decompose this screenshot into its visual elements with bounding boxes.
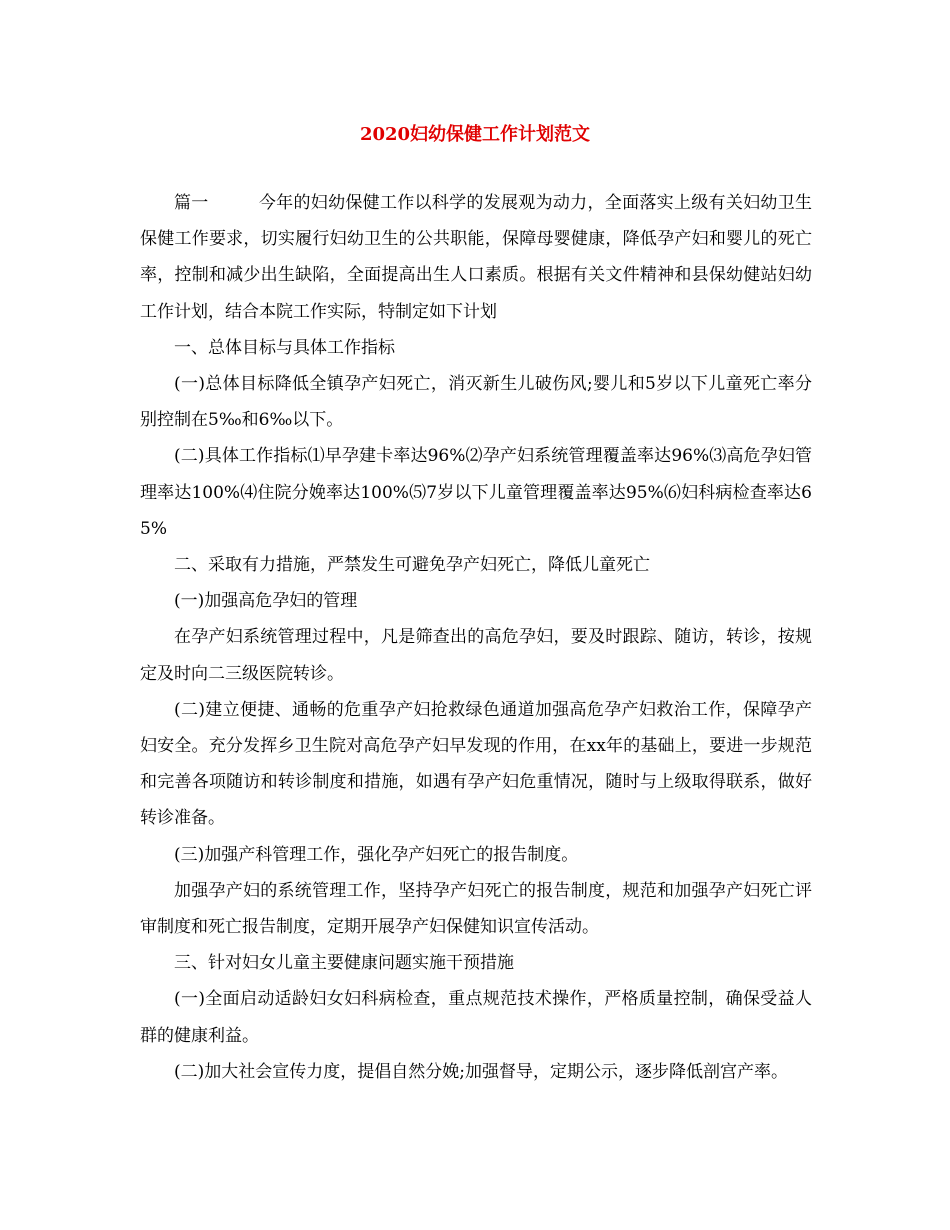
subheading: (三)加强产科管理工作，强化孕产妇死亡的报告制度。 [174, 844, 579, 865]
section-heading-2: 二、采取有力措施，严禁发生可避免孕产妇死亡，降低儿童死亡 [174, 555, 650, 576]
paragraph: (二)具体工作指标⑴早孕建卡率达96%⑵孕产妇系统管理覆盖率达96%⑶高危孕妇管理率达100%⑷住院分娩率达100%⑸7岁以下儿童管理覆盖率达95%⑹妇科病检查率达65% [140, 446, 812, 539]
section-heading-1: 一、总体目标与具体工作指标 [174, 337, 395, 358]
paragraph-text: 今年的妇幼保健工作以科学的发展观为动力，全面落实上级有关妇幼卫生保健工作要求，切实履行妇幼卫生的公共职能，保障母婴健康，降低孕产妇和婴儿的死亡率，控制和减少出生缺陷，全面提高出生人口素质。根据有关文件精神和县保幼健站妇幼工作计划，结合本院工作实际，特制定如下计划 [140, 193, 813, 322]
paragraph: (二)加大社会宣传力度，提倡自然分娩;加强督导，定期公示，逐步降低剖宫产率。 [174, 1061, 788, 1082]
paragraph: 加强孕产妇的系统管理工作，坚持孕产妇死亡的报告制度，规范和加强孕产妇死亡评审制度和死亡报告制度，定期开展孕产妇保健知识宣传活动。 [140, 880, 812, 938]
intro-label: 篇一 [174, 193, 209, 213]
section-heading-3: 三、针对妇女儿童主要健康问题实施干预措施 [174, 953, 514, 974]
paragraph: (一)总体目标降低全镇孕产妇死亡，消灭新生儿破伤风;婴儿和5岁以下儿童死亡率分别控制在5‰和6‰以下。 [140, 374, 812, 431]
paragraph-intro [140, 185, 812, 330]
paragraph: (二)建立便捷、通畅的危重孕产妇抢救绿色通道加强高危孕产妇救治工作，保障孕产妇安全。充分发挥乡卫生院对高危孕产妇早发现的作用，在xx年的基础上，要进一步规范和完善各项随访和转诊制度和措施，如遇有孕产妇危重情况，随时与上级取得联系，做好转诊准备。 [140, 699, 812, 829]
document-title: 2020妇幼保健工作计划范文 [359, 124, 591, 145]
document-body [140, 185, 812, 1090]
paragraph: 在孕产妇系统管理过程中，凡是筛查出的高危孕妇，要及时跟踪、随访，转诊，按规定及时向二三级医院转诊。 [140, 627, 812, 684]
paragraph: (一)全面启动适龄妇女妇科病检查，重点规范技术操作，严格质量控制，确保受益人群的健康利益。 [140, 989, 812, 1046]
subheading: (一)加强高危孕妇的管理 [174, 591, 358, 612]
